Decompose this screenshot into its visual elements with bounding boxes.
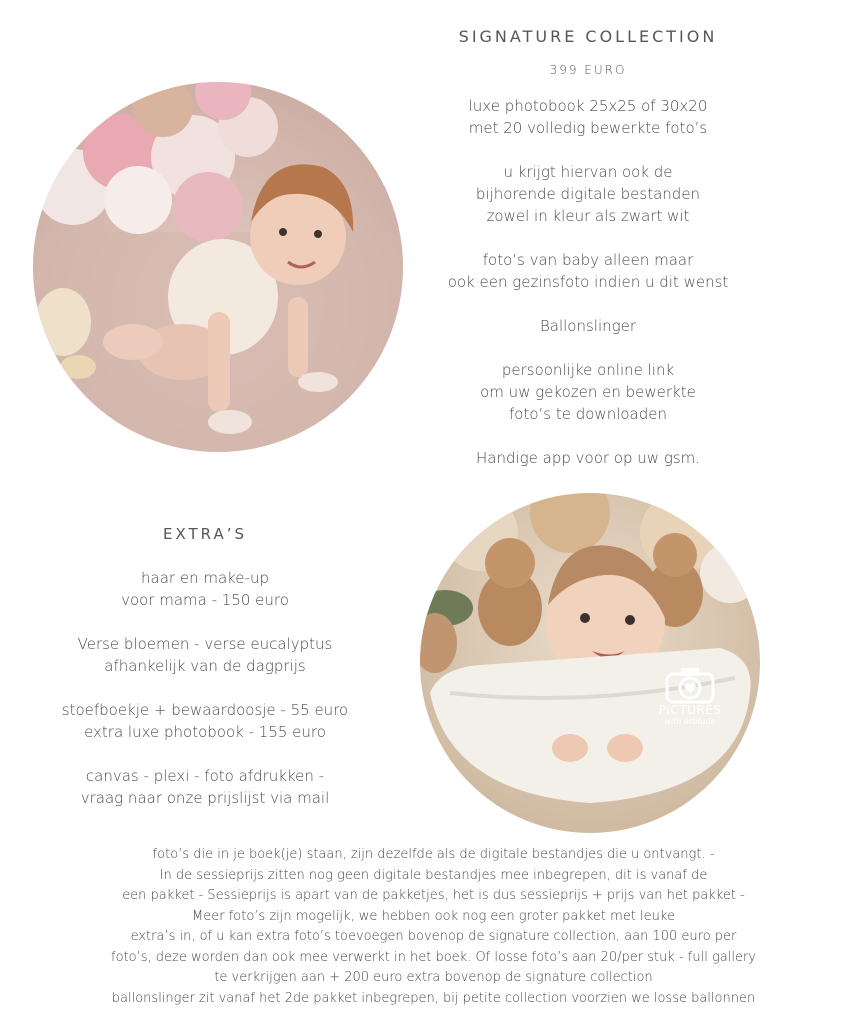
extra-item-line: voor mama - 150 euro [121, 591, 289, 609]
footer-line: te verkrijgen aan + 200 euro extra bovenop de signature collection [214, 970, 653, 985]
extra-item-line: haar en make-up [141, 569, 269, 587]
feature-item [400, 161, 776, 227]
feature-item-line: luxe photobook 25x25 of 30x20 [468, 97, 708, 115]
studio-watermark-logo [654, 666, 726, 726]
feature-item [400, 447, 776, 469]
signature-collection-title: SIGNATURE COLLECTION [458, 27, 718, 46]
feature-item [400, 315, 776, 337]
extra-item-line: afhankelijk van de dagprijs [104, 657, 306, 675]
feature-item-line: bijhorende digitale bestanden [475, 185, 701, 203]
extras-list [20, 567, 390, 809]
extra-item-line: stoefboekje + bewaardoosje - 55 euro [61, 701, 349, 719]
extra-item [20, 567, 390, 611]
footer-line: extra’s in, of u kan extra foto’s toevoegen bovenop de signature collection, aan 100 euro per [130, 929, 737, 944]
extra-item-line: canvas - plexi - foto afdrukken - [85, 767, 325, 785]
feature-item-line: ook een gezinsfoto indien u dit wenst [447, 273, 729, 291]
feature-item [400, 249, 776, 293]
footer-line: foto’s, deze worden dan ook mee verwerkt in het boek. Of losse foto’s aan 20/per stuk - full gallery [111, 949, 756, 965]
feature-item [400, 95, 776, 139]
extra-item-line: extra luxe photobook - 155 euro [84, 723, 326, 741]
feature-item-line: Ballonslinger [539, 317, 637, 335]
feature-item-line: Handige app voor op uw gsm. [475, 449, 701, 467]
extras-title: EXTRA’S [162, 525, 248, 543]
feature-item-line: om uw gekozen en bewerkte [480, 383, 696, 401]
feature-item-line: u krijgt hiervan ook de [503, 163, 673, 181]
footer-line: een pakket - Sessieprijs is apart van de pakketjes, het is dus sessieprijs + prijs van het pakket - [122, 888, 745, 903]
footer-line: foto’s die in je boek(je) staan, zijn dezelfde als de digitale bestandjes die u ontvangt. - [152, 847, 715, 862]
signature-features-list [400, 95, 776, 469]
feature-item [400, 359, 776, 425]
baby-cake-smash-photo [33, 82, 403, 452]
extra-item [20, 699, 390, 743]
feature-item-line: persoonlijke online link [501, 361, 675, 379]
camera-heart-icon [665, 666, 715, 704]
extra-item [20, 633, 390, 677]
feature-item-line: foto’s van baby alleen maar [482, 251, 694, 269]
watermark-brand: PICTURES [658, 703, 722, 717]
feature-item-line: foto’s te downloaden [508, 405, 667, 423]
baby-bathtub-photo [420, 493, 760, 833]
extra-item-line: vraag naar onze prijslijst via mail [80, 789, 330, 807]
footer-line: ballonslinger zit vanaf het 2de pakket inbegrepen, bij petite collection voorzien we losse ballonnen [111, 990, 756, 1006]
feature-item-line: zowel in kleur als zwart wit [486, 207, 690, 225]
watermark-tagline: with attitude [664, 717, 716, 726]
footer-line: Meer foto’s zijn mogelijk, we hebben ook nog een groter pakket met leuke [192, 908, 675, 924]
extra-item-line: Verse bloemen - verse eucalyptus [77, 635, 333, 653]
footer-line: In de sessieprijs zitten nog geen digitale bestandjes mee inbegrepen, dit is vanaf de [159, 867, 708, 883]
pricing-notes [10, 845, 857, 1009]
feature-item-line: met 20 volledig bewerkte foto’s [468, 119, 708, 137]
extra-item [20, 765, 390, 809]
signature-price: 399 EURO [549, 63, 627, 77]
